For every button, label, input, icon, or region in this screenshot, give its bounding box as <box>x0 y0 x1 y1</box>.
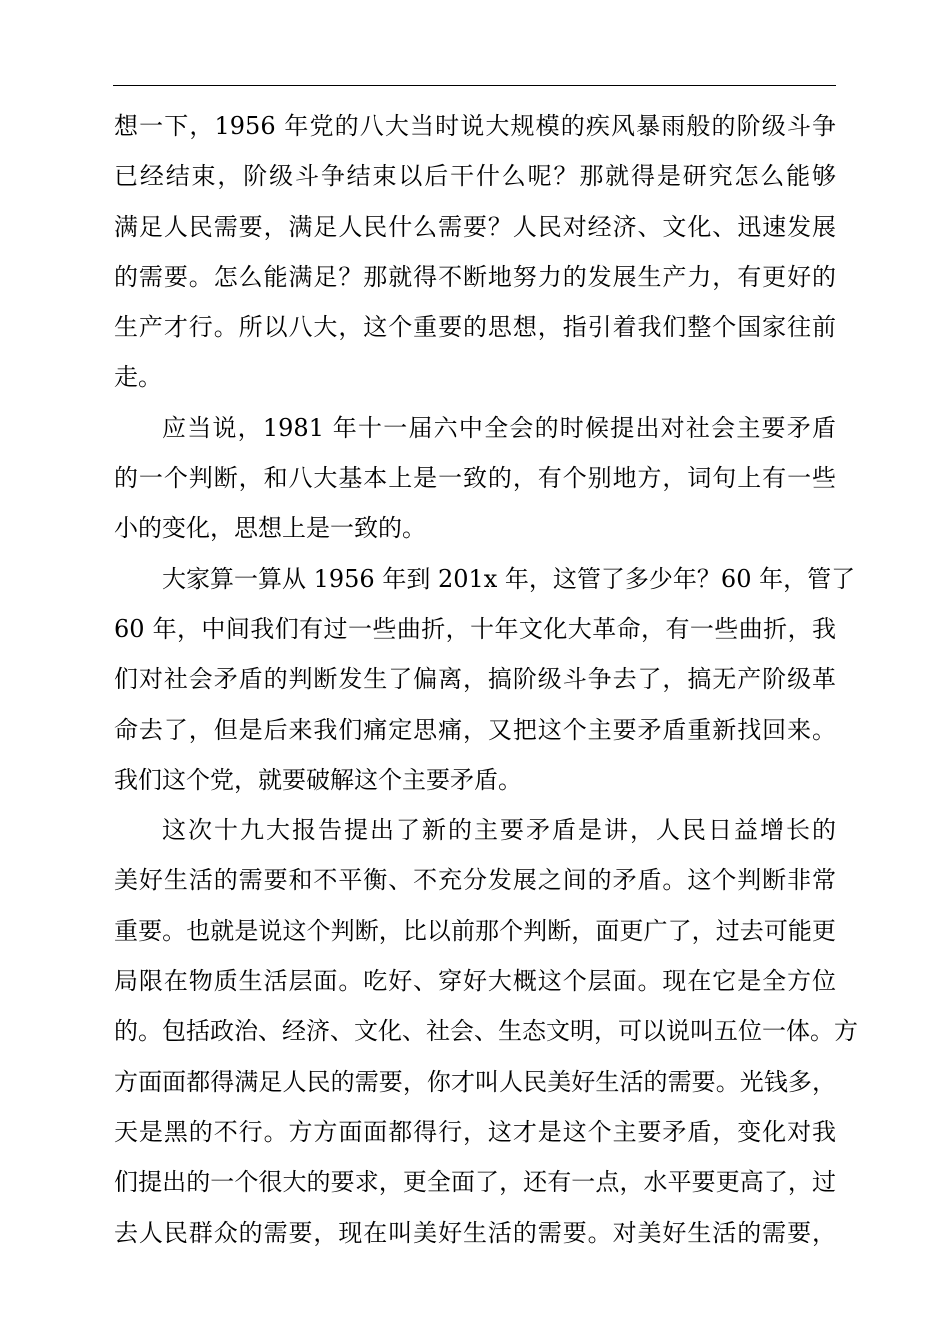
text-line: 天是黑的不行。方方面面都得行，这才是这个主要矛盾，变化对我 <box>114 1117 836 1146</box>
text-line: 的。包括政治、经济、文化、社会、生态文明，可以说叫五位一体。方 <box>114 1017 858 1046</box>
paragraph-4 <box>114 810 858 1263</box>
text-line: 想一下，1956 年党的八大当时说大规模的疾风暴雨般的阶级斗争 <box>114 112 836 140</box>
header-rule <box>113 85 836 86</box>
paragraph-3 <box>114 559 856 810</box>
paragraph-2 <box>114 408 836 559</box>
text-line: 重要。也就是说这个判断，比以前那个判断，面更广了，过去可能更 <box>114 916 836 945</box>
paragraph-1 <box>114 106 836 408</box>
text-line: 生产才行。所以八大，这个重要的思想，指引着我们整个国家往前 <box>114 313 836 342</box>
text-line: 命去了，但是后来我们痛定思痛，又把这个主要矛盾重新找回来。 <box>114 715 836 744</box>
text-line: 走。 <box>114 363 162 392</box>
text-line: 局限在物质生活层面。吃好、穿好大概这个层面。现在它是全方位 <box>114 967 836 996</box>
text-line: 方面面都得满足人民的需要，你才叫人民美好生活的需要。光钱多， <box>114 1067 836 1096</box>
text-line: 60 年，中间我们有过一些曲折，十年文化大革命，有一些曲折，我 <box>114 614 836 643</box>
text-line: 去人民群众的需要，现在叫美好生活的需要。对美好生活的需要， <box>114 1218 836 1247</box>
text-line: 大家算一算从 1956 年到 201x 年，这管了多少年？60 年，管了 <box>162 564 856 593</box>
text-line: 们对社会矛盾的判断发生了偏离，搞阶级斗争去了，搞无产阶级革 <box>114 665 836 694</box>
text-line: 小的变化，思想上是一致的。 <box>114 514 426 543</box>
text-line: 满足人民需要，满足人民什么需要？人民对经济、文化、迅速发展 <box>114 212 836 241</box>
text-line: 这次十九大报告提出了新的主要矛盾是讲，人民日益增长的 <box>162 816 836 845</box>
text-line: 们提出的一个很大的要求，更全面了，还有一点，水平要更高了，过 <box>114 1168 836 1197</box>
text-line: 的需要。怎么能满足？那就得不断地努力的发展生产力，有更好的 <box>114 262 836 291</box>
text-line: 美好生活的需要和不平衡、不充分发展之间的矛盾。这个判断非常 <box>114 866 836 895</box>
text-line: 的一个判断，和八大基本上是一致的，有个别地方，词句上有一些 <box>114 464 836 493</box>
text-line: 已经结束，阶级斗争结束以后干什么呢？那就得是研究怎么能够 <box>114 162 836 191</box>
text-line: 我们这个党，就要破解这个主要矛盾。 <box>114 765 522 794</box>
text-line: 应当说，1981 年十一届六中全会的时候提出对社会主要矛盾 <box>162 413 836 442</box>
body-text <box>114 106 858 1263</box>
